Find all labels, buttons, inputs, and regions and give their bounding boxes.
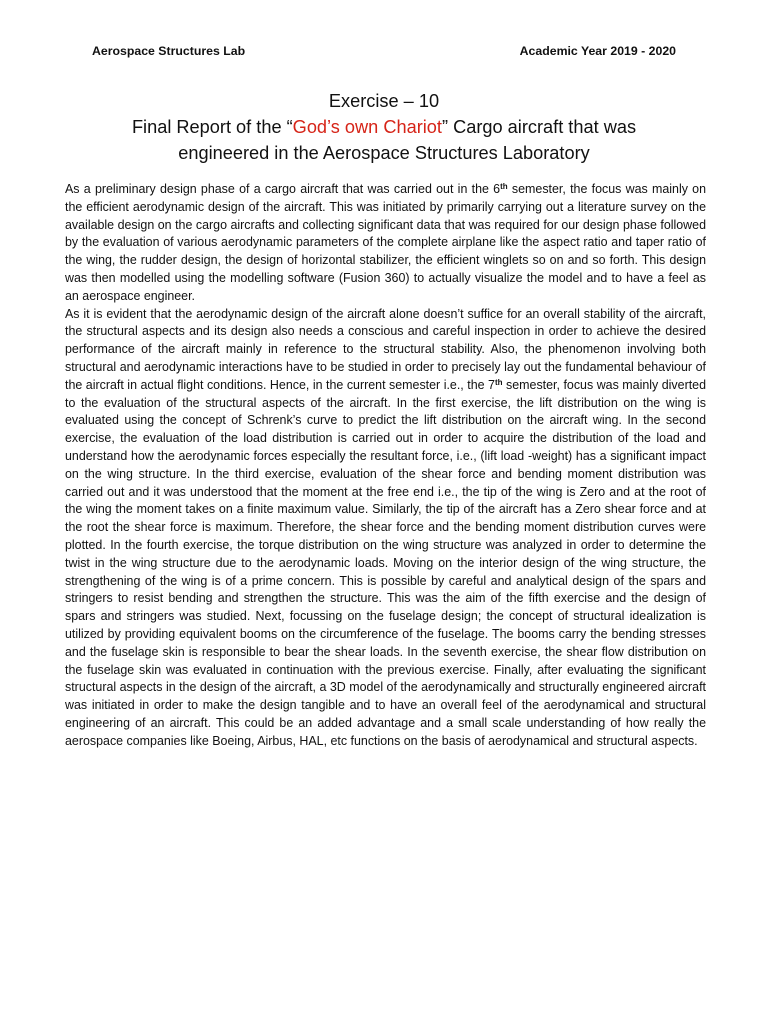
paragraph-2-text-b: semester, focus was mainly diverted to the evaluation of the structural aspects of the aircraft. In the first exercise, the lift distribution on the wing is evaluated using the concept of Schrenk’s curve to predict the lift distribution on the aircraft wing. In the second exercise, the evaluation of the load distribution is carried out in order to acquire the distribution of the load and understand how the aerodynamic forces especially the resultant force, i.e., (lift load -weight) has a significant impact on the wing structure. In the third exercise, evaluation of the shear force and bending moment distribution was carried out and it was understood that the moment at the free end i.e., the tip of the wing is Zero and at the root of the wing the moment takes on a finite maximum value. Similarly, the tip of the aircraft has a Zero shear force and at the root the shear force is maximum. Therefore, the shear force and the bending moment distribution curves were plotted. In the fourth exercise, the torque distribution on the wing structure was analyzed in order to determine the twist in the wing structure due to the aerodynamic loads. Moving on the interior design of the wing structure, the strengthening of the wing is of a prime concern. This is possible by careful and analytical design of the spars and stringers to resist bending and strengthen the structure. This was the aim of the fifth exercise and the design of spars and stringers was studied. Next, focussing on the fuselage design; the concept of structural idealization is utilized by providing equivalent booms on the circumference of the fuselage. The booms carry the bending stresses and the fuselage skin is responsible to bear the shear loads. In the seventh exercise, the shear flow distribution on the fuselage skin was evaluated in continuation with the previous exercise. Finally, after evaluating the significant structural aspects in the design of the aircraft, a 3D model of the aerodynamically and structurally engineered aircraft was initiated in order to make the design tangible and to have an overall feel of the aerodynamical and structural engineering of an aircraft. This could be an added advantage and a small scale understanding of how really the aerospace companies like Boeing, Airbus, HAL, etc functions on the basis of aerodynamical and structural aspects. — [65, 377, 707, 748]
document-title — [40, 88, 728, 166]
title-exercise-number: Exercise – 10 — [328, 91, 440, 111]
paragraph-1-text-b: semester, the focus was mainly on the efficient aerodynamic design of the aircraft. This was initiated by primarily carrying out a literature survey on the available design on the cargo aircrafts and collecting significant data that was required for our design phase followed by the evaluation of various aerodynamic parameters of the complete airplane like the aspect ratio and taper ratio of the wing, the rudder design, the design of horizontal stabilizer, the efficient winglets so on and so forth. This design was then modelled using the modelling software (Fusion 360) to actually visualize the model and to have a feel as an aerospace engineer. — [65, 182, 707, 303]
page-header — [92, 44, 676, 62]
paragraph-1-superscript: th — [500, 182, 508, 191]
title-suffix: ” Cargo aircraft that was — [441, 117, 637, 137]
title-aircraft-name: God’s own Chariot — [292, 117, 442, 137]
paragraph-1-text-a: As a preliminary design phase of a cargo aircraft that was carried out in the 6 — [65, 182, 501, 196]
header-lab-name: Aerospace Structures Lab — [92, 44, 246, 58]
paragraph-2-superscript: th — [494, 377, 503, 387]
title-line-2 — [40, 114, 728, 140]
title-prefix: Final Report of the “ — [131, 117, 293, 137]
paragraph-preliminary-design — [65, 181, 706, 306]
report-body — [65, 181, 706, 751]
paragraph-structural-design — [65, 306, 706, 751]
header-academic-year: Academic Year 2019 - 2020 — [519, 44, 676, 58]
paragraph-2-text-a: As it is evident that the aerodynamic design of the aircraft alone doesn’t suffice for an overall stability of the aircraft, the structural aspects and its design also needs a conscious and careful inspection in order to achieve the desired performance of the aircraft mainly in reference to the structural stability. Also, the phenomenon involving both structural and aerodynamic interactions have to be studied in order to precisely lay out the fundamental behaviour of the aircraft in actual flight conditions. Hence, in the current semester i.e., the 7 — [65, 306, 706, 392]
title-line-3: engineered in the Aerospace Structures Laboratory — [178, 143, 590, 163]
